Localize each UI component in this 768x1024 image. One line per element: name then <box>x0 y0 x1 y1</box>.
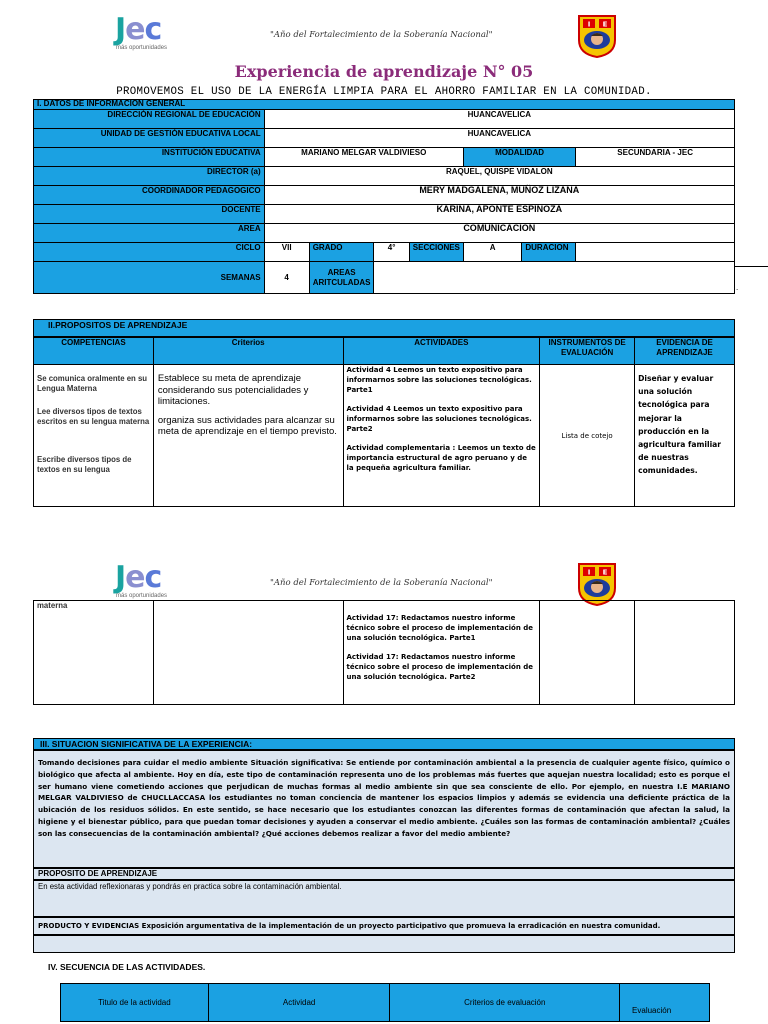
info-label: DIRECTOR (a) <box>34 167 265 186</box>
stray-dot: . <box>736 283 739 292</box>
crest-letter-e: E <box>602 568 608 577</box>
actividad-item: Actividad complementaria : Leemos un texto de importancia estructural de agro peruano y de la pequeña agricultura familiar. <box>346 444 536 472</box>
instrumentos-cell-empty <box>540 601 635 705</box>
ciclo-value: VII <box>264 243 309 262</box>
evidencia-value: Diseñar y evaluar una solución tecnológica para mejorar la producción en la agricultura familiar de nuestras comunidades. <box>635 365 735 507</box>
secciones-value: A <box>463 243 521 262</box>
section1-heading: I. DATOS DE INFORMACION GENERAL <box>34 100 735 110</box>
evidencia-cell-empty <box>635 601 735 705</box>
crest-letter-e: E <box>602 20 608 29</box>
crest-letter-i: I <box>587 20 591 29</box>
motto: "Año del Fortalecimiento de la Soberanía Nacional" <box>270 30 493 40</box>
grado-label: GRADO <box>309 243 374 262</box>
competencia-item: Se comunica oralmente en su Lengua Materna <box>37 374 148 393</box>
grado-value: 4° <box>374 243 409 262</box>
info-value: MARIANO MELGAR VALDIVIESO <box>264 148 463 167</box>
modalidad-value: SECUNDARIA - JEC <box>576 148 735 167</box>
duracion-label: DURACION <box>522 243 576 262</box>
competencia-continued: materna <box>34 601 154 705</box>
semanas-value: 4 <box>264 262 309 294</box>
seq-col-titulo: Titulo de la actividad <box>61 984 209 1022</box>
actividad-item: Actividad 17: Redactamos nuestro informe técnico sobre el proceso de implementación de una solución tecnológica. Parte1 <box>346 614 534 642</box>
instrumento-value: Lista de cotejo <box>540 365 635 507</box>
secciones-label: SECCIONES <box>409 243 463 262</box>
jec-logo <box>115 12 185 60</box>
empty-row <box>33 935 735 953</box>
jec-logo-subtext: más oportunidades <box>116 45 168 51</box>
jec-logo-text: Jec <box>115 12 162 47</box>
seq-col-actividad: Actividad <box>208 984 390 1022</box>
purposes-table <box>33 337 735 507</box>
info-value: COMUNICACION <box>264 224 734 243</box>
purposes-table-continued <box>33 600 735 705</box>
situacion-significativa-text: Tomando decisiones para cuidar el medio ambiente Situación significativa: Se entiende por contaminación ambiental a la presencia de cualquier agente físico, químico o biológico que afecta al ambiente. Hoy en día, este tipo de contaminación representa uno de los problemas más fuertes que aquejan nuestra localidad; esto es porque el ser humano viene cometiendo acciones que perjudican de muchas formas al medio ambiente sin que sea consciente de ello. Por ejemplo, en nuestra I.E MARIANO MELGAR VALDIVIESO de CHUCLLACCASA los estudiantes no toman conciencia de mantener los espacios limpios y además se evidencia una deficiente práctica de la ubicación de los residuos sólidos. En este sentido, se hace necesario que los estudiantes conozcan las diferentes formas de contaminación que afectan la salud, la higiene y el bienestar público, para que puedan tomar decisiones y ayuden a conservar el medio ambiente. ¿Cuáles son las formas de contaminación ambiental? ¿Cuáles son las consecuencias de la contaminación ambiental? ¿Qué acciones debemos realizar a favor del medio ambiente? <box>33 750 735 868</box>
actividades-cell-2 <box>343 601 540 705</box>
crest-letter-i: I <box>587 568 591 577</box>
jec-logo-subtext: más oportunidades <box>116 593 168 599</box>
info-label: DOCENTE <box>34 205 265 224</box>
info-value: HUANCAVELICA <box>264 129 734 148</box>
seq-col-evaluacion: Evaluación <box>620 984 710 1022</box>
info-value: MERY MADGALENA, MUÑOZ LIZANA <box>264 186 734 205</box>
col-instrumentos: INSTRUMENTOS DE EVALUACIÓN <box>540 338 635 365</box>
actividad-item: Actividad 4 Leemos un texto expositivo para informarnos sobre las soluciones tecnológicas. Parte2 <box>346 405 532 433</box>
competencia-item: Lee diversos tipos de textos escritos en su lengua materna <box>37 407 150 426</box>
experience-subtitle: PROMOVEMOS EL USO DE LA ENERGÍA LIMPIA PARA EL AHORRO FAMILIAR EN LA COMUNIDAD. <box>116 86 652 98</box>
criterio-item: Establece su meta de aprendizaje considerando sus potencialidades y limitaciones. <box>157 373 309 407</box>
proposito-text: En esta actividad reflexionaras y pondrás en practica sobre la contaminación ambiental. <box>33 880 735 917</box>
sequence-table <box>60 983 710 1022</box>
criterio-item: organiza sus actividades para alcanzar su meta de aprendizaje en el tiempo previsto. <box>157 414 337 437</box>
actividad-item: Actividad 4 Leemos un texto expositivo para informarnos sobre las soluciones tecnológicas. Parte1 <box>346 366 532 394</box>
section4-heading: IV. SECUENCIA DE LAS ACTIVIDADES. <box>48 962 206 972</box>
info-label: UNIDAD DE GESTIÓN EDUCATIVA LOCAL <box>34 129 265 148</box>
modalidad-label: MODALIDAD <box>463 148 575 167</box>
competencias-cell <box>34 365 154 507</box>
section3-heading: III. SITUACION SIGNIFICATIVA DE LA EXPERIENCIA: <box>33 738 735 750</box>
semanas-label: SEMANAS <box>34 262 265 294</box>
producto-evidencias: PRODUCTO Y EVIDENCIAS Exposición argumentativa de la implementación de un proyecto participativo que promueva la erradicación en nuestra comunidad. <box>33 917 735 935</box>
info-value: HUANCAVELICA <box>264 110 734 129</box>
ciclo-label: CICLO <box>34 243 265 262</box>
competencia-item: Escribe diversos tipos de textos en su lengua <box>37 455 132 474</box>
criterios-cell <box>153 365 343 507</box>
info-value: RAQUEL, QUISPE VIDALON <box>264 167 734 186</box>
col-criterios: Criterios <box>153 338 343 365</box>
seq-col-criterios: Criterios de evaluación <box>390 984 620 1022</box>
motto: "Año del Fortalecimiento de la Soberanía Nacional" <box>270 578 493 588</box>
info-label: INSTITUCIÓN EDUCATIVA <box>34 148 265 167</box>
info-label: AREA <box>34 224 265 243</box>
proposito-heading: PROPOSITO DE APRENDIZAJE <box>33 868 735 880</box>
col-competencias: COMPETENCIAS <box>34 338 154 365</box>
experience-title: Experiencia de aprendizaje N° 05 <box>234 62 534 81</box>
info-label: DIRECCIÓN REGIONAL DE EDUCACIÓN <box>34 110 265 129</box>
criterios-cell-empty <box>153 601 343 705</box>
col-actividades: ACTIVIDADES <box>343 338 540 365</box>
col-evidencia: EVIDENCIA DE APRENDIZAJE <box>635 338 735 365</box>
info-value: KARINA, APONTE ESPINOZA <box>264 205 734 224</box>
general-info-table <box>33 99 735 294</box>
actividades-cell <box>343 365 540 507</box>
school-crest-icon <box>577 14 617 58</box>
info-label: COORDINADOR PEDAGOGICO <box>34 186 265 205</box>
jec-logo-text: Jec <box>115 560 162 595</box>
areas-value <box>374 262 735 294</box>
duracion-value <box>576 243 735 262</box>
actividad-item: Actividad 17: Redactamos nuestro informe técnico sobre el proceso de implementación de una solución tecnológica. Parte2 <box>346 653 534 681</box>
overflow-cell <box>735 266 768 299</box>
areas-label: AREAS ARITCULADAS <box>309 262 374 294</box>
section2-heading: II.PROPOSITOS DE APRENDIZAJE <box>33 319 735 337</box>
